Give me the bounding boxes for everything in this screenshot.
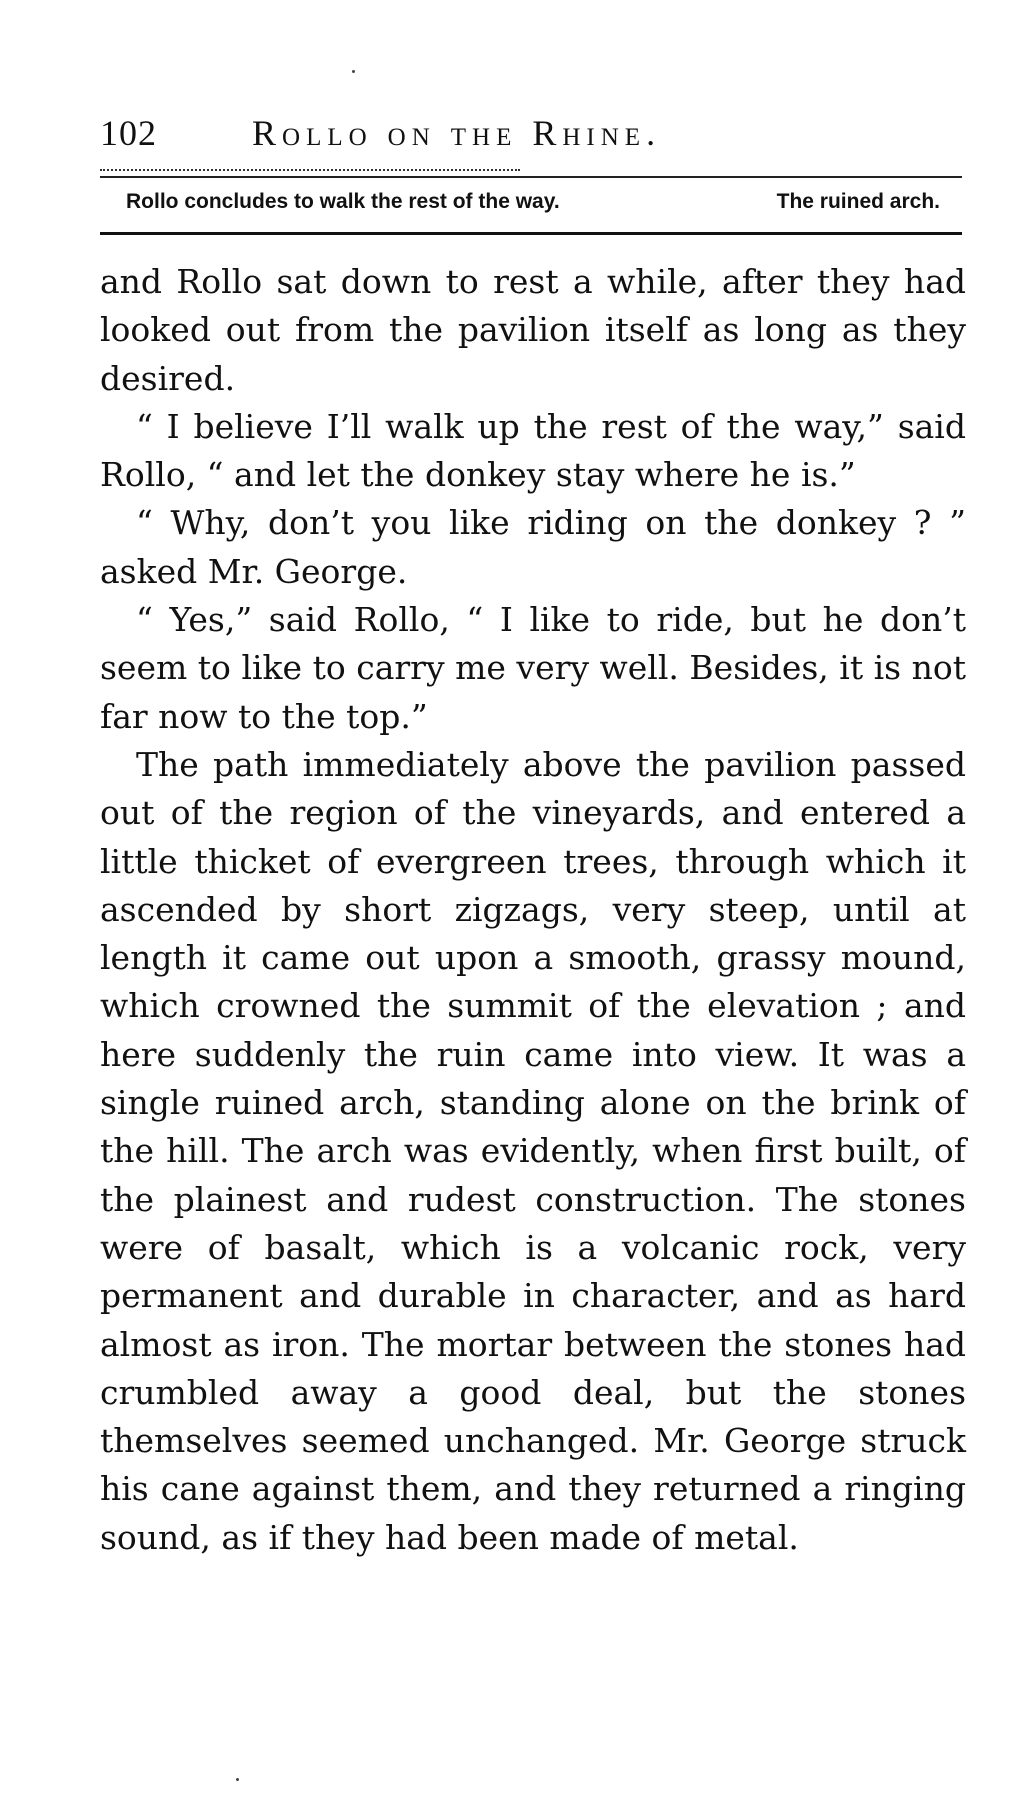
sidenote-rule <box>100 232 962 235</box>
print-speck <box>352 70 355 73</box>
page-number: 102 <box>100 113 157 153</box>
paragraph: The path immediately above the pavilion passed out of the region of the vineyards, and entered a little thicket of evergreen trees, through which it ascended by short zigzags, very steep, until at length it came out upon a smooth, grassy mound, which crowned the summit of the elevation ; and here suddenly the ruin came into view. It was a single ruined arch, standing alone on the brink of the hill. The arch was evidently, when first built, of the plainest and rudest construction. The stones were of basalt, which is a volcanic rock, very permanent and durable in character, and as hard almost as iron. The mortar between the stones had crumbled away a good deal, but the stones themselves seemed unchanged. Mr. George struck his cane against them, and they returned a ringing sound, as if they had been made of metal. <box>100 744 966 1557</box>
print-speck <box>236 1778 239 1781</box>
paragraph: and Rollo sat down to rest a while, after they had looked out from the pavilion itself as long as they desired. <box>100 262 966 398</box>
sidenote-right: The ruined arch. <box>776 190 940 213</box>
sidenote-left: Rollo concludes to walk the rest of the way. <box>126 190 560 213</box>
header-rule <box>100 176 962 178</box>
running-head <box>100 112 960 162</box>
paragraph: “ Yes,” said Rollo, “ I like to ride, but he don’t seem to like to carry me very well. Besides, it is not far now to the top.” <box>100 600 966 736</box>
body-text <box>100 258 966 1562</box>
paragraph: “ Why, don’t you like riding on the donkey ? ” asked Mr. George. <box>100 503 966 591</box>
running-title: Rollo on the Rhine. <box>252 113 662 153</box>
paragraph: “ I believe I’ll walk up the rest of the way,” said Rollo, “ and let the donkey stay where he is.” <box>100 406 966 495</box>
marginal-notes <box>100 190 962 220</box>
